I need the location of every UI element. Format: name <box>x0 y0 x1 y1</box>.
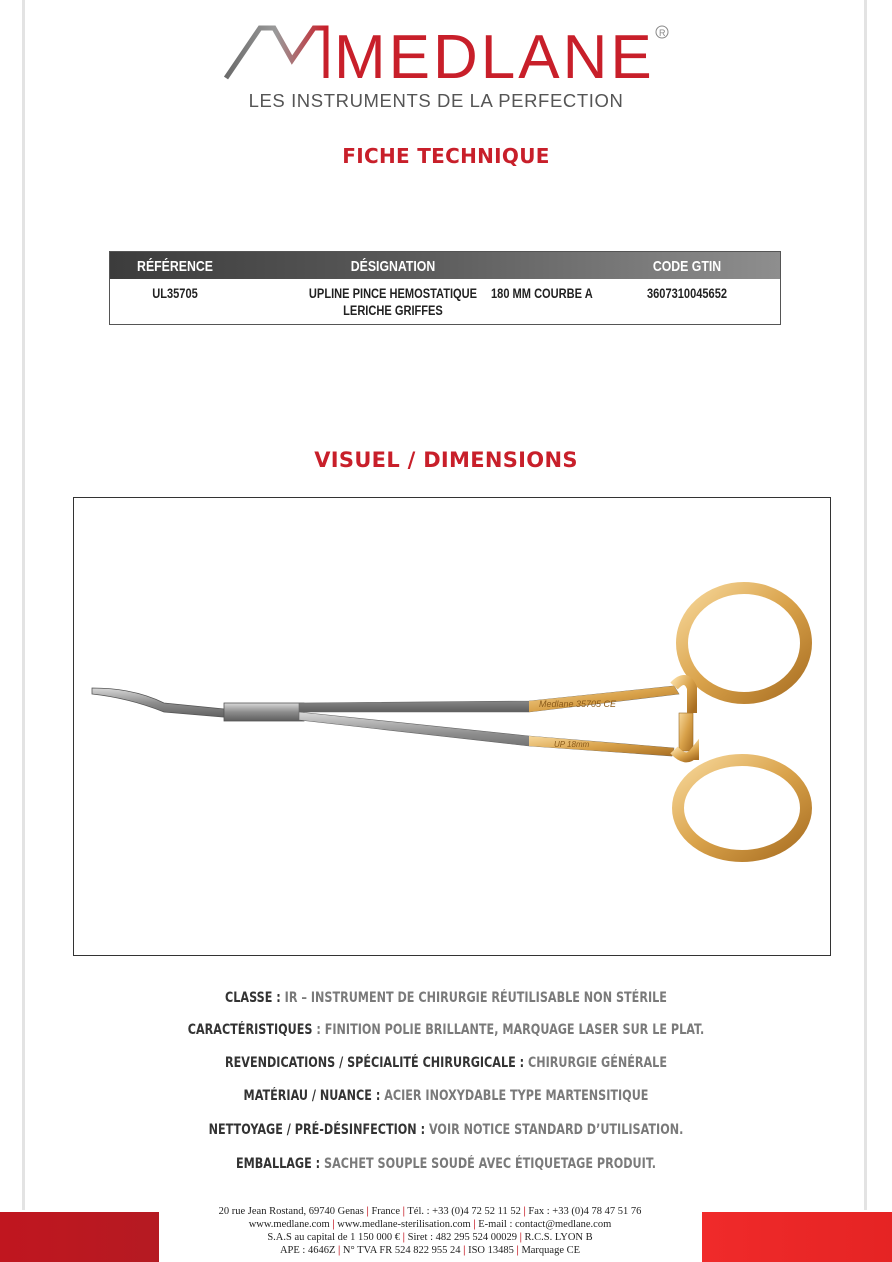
footer-siret: Siret : 482 295 524 00029 <box>407 1232 517 1243</box>
footer-separator: | <box>516 1245 519 1256</box>
footer-ce: Marquage CE <box>521 1245 581 1256</box>
header-designation: DÉSIGNATION <box>350 258 436 275</box>
spec-label: CLASSE : <box>225 990 281 1006</box>
footer-separator: | <box>523 1206 526 1217</box>
spec-classe <box>89 990 803 1006</box>
footer-separator: | <box>337 1245 341 1256</box>
footer-address-line <box>160 1206 700 1217</box>
medlane-logo <box>222 20 672 86</box>
spec-label: EMBALLAGE : <box>235 1156 321 1172</box>
cell-reference: UL35705 <box>152 286 198 301</box>
footer-separator: | <box>332 1219 335 1230</box>
product-table <box>109 251 781 325</box>
table-header <box>110 252 780 279</box>
footer-separator: | <box>402 1206 405 1217</box>
footer-website-link[interactable]: www.medlane.com <box>248 1219 330 1230</box>
cell-gtin: 3607310045652 <box>646 286 728 301</box>
footer-email[interactable]: E-mail : contact@medlane.com <box>478 1219 612 1230</box>
footer-red-bar-right <box>702 1212 892 1262</box>
upper-ring <box>682 588 806 698</box>
footer-registration-line <box>160 1245 700 1256</box>
lower-ring <box>678 760 806 856</box>
spec-label: NETTOYAGE / PRÉ-DÉSINFECTION : <box>208 1122 426 1138</box>
header-reference: RÉFÉRENCE <box>137 258 213 275</box>
footer-web-line <box>160 1219 700 1230</box>
product-image-frame <box>73 497 831 956</box>
footer-sterilisation-link[interactable]: www.medlane-sterilisation.com <box>337 1219 471 1230</box>
footer-separator: | <box>402 1232 405 1243</box>
left-border-line <box>22 0 25 1210</box>
spec-value: SACHET SOUPLE SOUDÉ AVEC ÉTIQUETAGE PRODUIT. <box>320 1156 657 1172</box>
spec-materiau <box>89 1088 803 1104</box>
header-gtin: CODE GTIN <box>652 258 722 275</box>
footer-country: France <box>371 1206 401 1217</box>
spec-nettoyage <box>89 1122 803 1138</box>
svg-text:R: R <box>659 28 666 38</box>
logo-wordmark: MEDLANE <box>334 23 655 86</box>
spec-value: VOIR NOTICE STANDARD D’UTILISATION. <box>425 1122 684 1138</box>
footer-separator: | <box>463 1245 466 1256</box>
spec-value: IR – INSTRUMENT DE CHIRURGIE RÉUTILISABLE NON STÉRILE <box>280 990 667 1006</box>
footer-iso: ISO 13485 <box>468 1245 514 1256</box>
laser-marking-2: UP 18mm <box>554 740 590 749</box>
footer-fax: Fax : +33 (0)4 78 47 51 76 <box>528 1206 642 1217</box>
spec-value: CHIRURGIE GÉNÉRALE <box>524 1055 667 1071</box>
footer-tva: N° TVA FR 524 822 955 24 <box>342 1245 461 1256</box>
spec-label: REVENDICATIONS / SPÉCIALITÉ CHIRURGICALE : <box>225 1055 525 1071</box>
footer-ape: APE : 4646Z <box>279 1245 336 1256</box>
footer-rcs: R.C.S. LYON B <box>524 1232 593 1243</box>
footer-separator: | <box>366 1206 369 1217</box>
fiche-technique-title: FICHE TECHNIQUE <box>342 144 550 168</box>
spec-value: : FINITION POLIE BRILLANTE, MARQUAGE LASER SUR LE PLAT. <box>312 1022 705 1038</box>
laser-marking-1: Medlane 35705 CE <box>539 699 617 709</box>
cell-designation: UPLINE PINCE HEMOSTATIQUE LERICHE GRIFFES <box>308 286 478 318</box>
footer-address: 20 rue Jean Rostand, 69740 Genas <box>218 1206 364 1217</box>
forceps-illustration <box>74 498 830 955</box>
right-border-line <box>864 0 867 1210</box>
footer-separator: | <box>473 1219 476 1230</box>
spec-label: MATÉRIAU / NUANCE : <box>243 1088 381 1104</box>
spec-emballage <box>89 1156 803 1172</box>
footer-legal-line <box>160 1232 700 1243</box>
spec-value: ACIER INOXYDABLE TYPE MARTENSITIQUE <box>380 1088 649 1104</box>
footer-phone: Tél. : +33 (0)4 72 52 11 52 <box>407 1206 521 1217</box>
brand-tagline: LES INSTRUMENTS DE LA PERFECTION <box>248 90 624 111</box>
visuel-dimensions-title: VISUEL / DIMENSIONS <box>314 448 578 472</box>
spec-revendications <box>89 1055 803 1071</box>
footer-capital: S.A.S au capital de 1 150 000 € <box>267 1232 401 1243</box>
spec-caracteristiques <box>89 1022 803 1038</box>
footer-separator: | <box>519 1232 522 1243</box>
cell-dimension: 180 MM COURBE A <box>491 286 593 301</box>
footer-red-bar-left <box>0 1212 159 1262</box>
spec-label: CARACTÉRISTIQUES <box>187 1022 313 1038</box>
